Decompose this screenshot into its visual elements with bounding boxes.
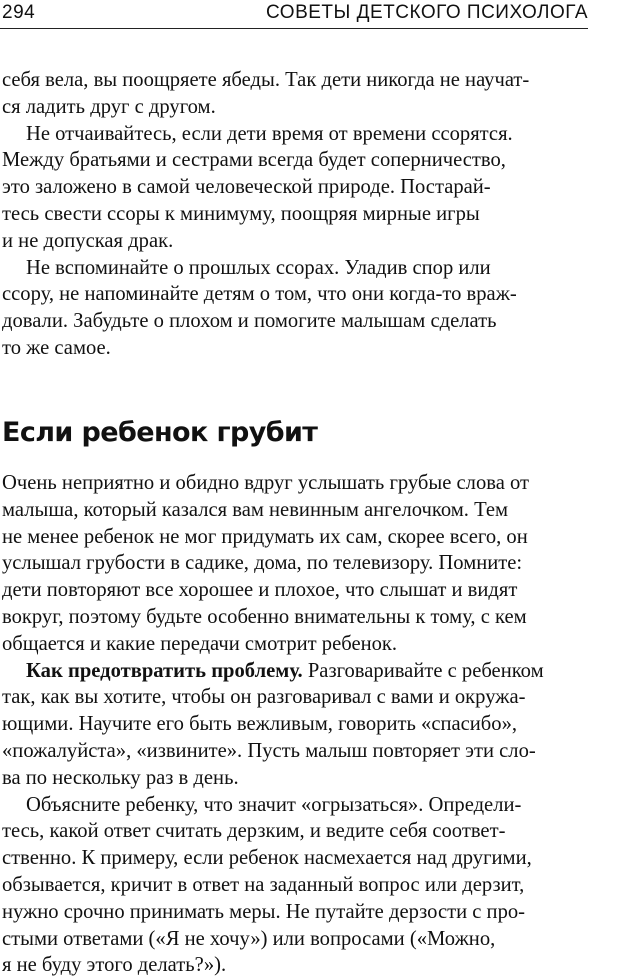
paragraph-text: Разговаривайте с ребенком так, как вы хотите, чтобы он разговаривал с вами и окружа- ющими. Научите его быть вежливым, говорить «спасибо», «пожалуйста», «извините». Пусть малыш повторяет эти сло- ва по нескольку раз в день. [2,659,544,789]
section-heading: Если ребенок грубит [2,417,318,448]
page-number: 294 [2,2,36,23]
paragraph: Не вспоминайте о прошлых ссорах. Уладив спор или ссору, не напоминайте детям о том, что они когда-то враж- довали. Забудьте о плохом и помогите малышам сделать то же самое. [2,256,517,359]
run-in-heading: Как предотвратить проблему. [26,659,303,682]
paragraph-continued: себя вела, вы поощряете ябеды. Так дети никогда не научат- ся ладить друг с другом. [2,69,530,118]
running-header [0,0,588,29]
paragraph-prevention [2,658,592,792]
section-body [2,470,592,979]
paragraph: Объясните ребенку, что значит «огрызаться». Определи- тесь, какой ответ считать дерзким, и ведите себя соответ- ственно. К примеру, если ребенок насмехается над другими, обзывается, кричит в ответ на заданный вопрос или дерзит, нужно срочно принимать меры. Не путайте дерзости с про- стыми ответами («Я не хочу») или вопросами («Можно, я не буду этого делать?»). [2,793,532,977]
running-title: СОВЕТЫ ДЕТСКОГО ПСИХОЛОГА [266,2,588,23]
paragraph: Не отчаивайтесь, если дети время от времени ссорятся. Между братьями и сестрами всегда будет соперничество, это заложено в самой человеческой природе. Постарай- тесь свести ссоры к минимуму, поощряя мирные игры и не допуская драк. [2,122,513,252]
paragraph-intro: Очень неприятно и обидно вдруг услышать грубые слова от малыша, который казался вам невинным ангелочком. Тем не менее ребенок не мог придумать их сам, скорее всего, он услышал грубости в садике, дома, по телевизору. Помните: дети повторяют все хорошее и плохое, что слышат и видят вокруг, поэтому будьте особенно внимательны к тому, с кем общается и какие передачи смотрит ребенок. [2,472,530,655]
section-continuation [2,67,592,362]
